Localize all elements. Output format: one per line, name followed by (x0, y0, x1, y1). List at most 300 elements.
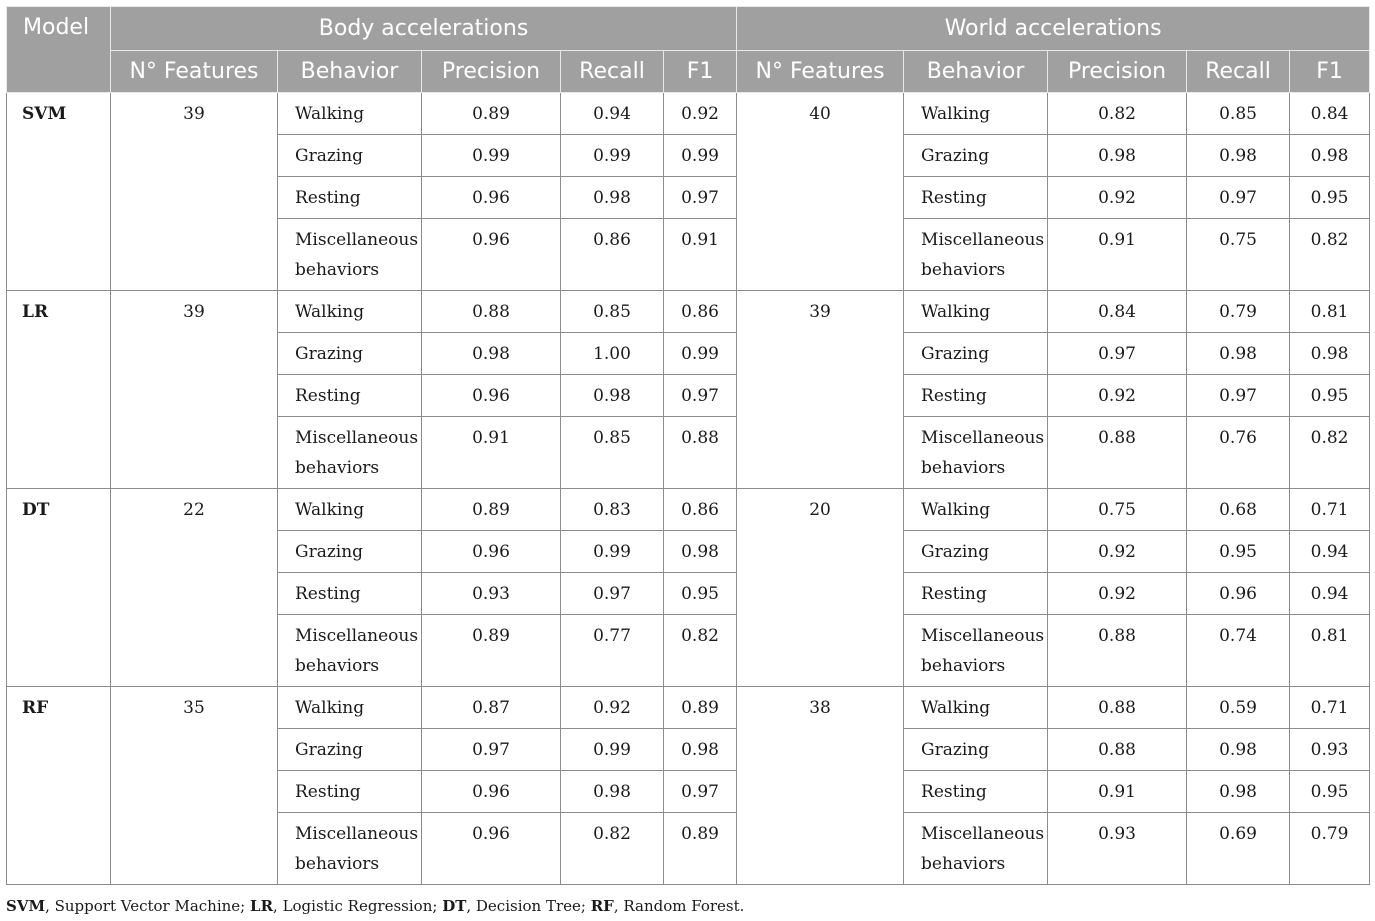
recall-value: 0.97 (1219, 188, 1257, 208)
body-features-value: 35 (183, 698, 205, 718)
header-world-precision: Precision (1048, 51, 1187, 93)
body-precision-cell (422, 375, 561, 417)
world-f1-cell (1290, 417, 1370, 489)
precision-value: 0.97 (472, 740, 510, 760)
precision-value: 0.96 (472, 782, 510, 802)
world-f1-cell (1290, 729, 1370, 771)
precision-value: 0.91 (1098, 782, 1136, 802)
body-behavior-cell (278, 531, 422, 573)
precision-value: 0.96 (472, 230, 510, 250)
footnote-abbr: RF (590, 897, 614, 915)
f1-value: 0.97 (681, 782, 719, 802)
behavior-label: Miscellaneous behaviors (921, 626, 1045, 676)
world-behavior-cell (904, 333, 1048, 375)
world-f1-cell (1290, 177, 1370, 219)
recall-value: 0.94 (593, 104, 631, 124)
precision-value: 0.88 (1098, 740, 1136, 760)
body-recall-cell (561, 93, 664, 135)
body-f1-cell (664, 573, 737, 615)
world-behavior-cell (904, 771, 1048, 813)
results-table (6, 6, 1370, 885)
body-behavior-cell (278, 93, 422, 135)
world-f1-cell (1290, 93, 1370, 135)
body-behavior-cell (278, 219, 422, 291)
body-precision-cell (422, 813, 561, 885)
recall-value: 0.75 (1219, 230, 1257, 250)
header-model: Model (7, 7, 111, 93)
f1-value: 0.92 (681, 104, 719, 124)
model-cell (7, 489, 111, 687)
world-recall-cell (1187, 177, 1290, 219)
recall-value: 0.82 (593, 824, 631, 844)
precision-value: 0.82 (1098, 104, 1136, 124)
table-row (7, 489, 1370, 531)
recall-value: 0.98 (1219, 740, 1257, 760)
precision-value: 0.96 (472, 824, 510, 844)
model-cell (7, 291, 111, 489)
world-recall-cell (1187, 573, 1290, 615)
behavior-label: Miscellaneous behaviors (921, 428, 1045, 478)
body-behavior-cell (278, 291, 422, 333)
precision-value: 0.91 (472, 428, 510, 448)
recall-value: 0.98 (1219, 344, 1257, 364)
world-precision-cell (1048, 489, 1187, 531)
precision-value: 0.91 (1098, 230, 1136, 250)
world-f1-cell (1290, 375, 1370, 417)
behavior-label: Resting (295, 386, 361, 406)
precision-value: 0.92 (1098, 188, 1136, 208)
recall-value: 0.83 (593, 500, 631, 520)
precision-value: 0.89 (472, 626, 510, 646)
header-body-recall: Recall (561, 51, 664, 93)
world-precision-cell (1048, 771, 1187, 813)
recall-value: 0.76 (1219, 428, 1257, 448)
body-behavior-cell (278, 375, 422, 417)
model-name: SVM (22, 104, 67, 124)
world-precision-cell (1048, 615, 1187, 687)
world-precision-cell (1048, 813, 1187, 885)
behavior-label: Miscellaneous behaviors (921, 824, 1045, 874)
f1-value: 0.95 (1310, 782, 1349, 802)
recall-value: 0.68 (1219, 500, 1257, 520)
recall-value: 0.98 (1219, 146, 1257, 166)
recall-value: 0.86 (593, 230, 631, 250)
f1-value: 0.82 (681, 626, 719, 646)
body-recall-cell (561, 135, 664, 177)
f1-value: 0.94 (1310, 542, 1349, 562)
footnote-abbr: LR (250, 897, 274, 915)
body-precision-cell (422, 417, 561, 489)
world-behavior-cell (904, 219, 1048, 291)
world-behavior-cell (904, 531, 1048, 573)
world-precision-cell (1048, 291, 1187, 333)
f1-value: 0.98 (1310, 344, 1349, 364)
header-world-f1: F1 (1290, 51, 1370, 93)
body-recall-cell (561, 615, 664, 687)
body-recall-cell (561, 531, 664, 573)
table-row (7, 93, 1370, 135)
world-f1-cell (1290, 573, 1370, 615)
body-precision-cell (422, 333, 561, 375)
behavior-label: Grazing (295, 146, 364, 166)
body-f1-cell (664, 291, 737, 333)
behavior-label: Miscellaneous behaviors (295, 428, 419, 478)
model-cell (7, 93, 111, 291)
world-behavior-cell (904, 93, 1048, 135)
body-features-value: 39 (183, 302, 205, 322)
world-features-cell (737, 489, 904, 687)
body-precision-cell (422, 771, 561, 813)
world-recall-cell (1187, 687, 1290, 729)
header-world-behavior: Behavior (904, 51, 1048, 93)
body-recall-cell (561, 573, 664, 615)
body-behavior-cell (278, 771, 422, 813)
behavior-label: Resting (295, 188, 361, 208)
behavior-label: Resting (921, 782, 987, 802)
world-f1-cell (1290, 771, 1370, 813)
f1-value: 0.98 (681, 542, 719, 562)
world-recall-cell (1187, 417, 1290, 489)
recall-value: 0.99 (593, 542, 631, 562)
world-precision-cell (1048, 375, 1187, 417)
body-precision-cell (422, 177, 561, 219)
world-f1-cell (1290, 291, 1370, 333)
f1-value: 0.89 (681, 698, 719, 718)
behavior-label: Grazing (921, 146, 990, 166)
behavior-label: Grazing (921, 740, 990, 760)
body-f1-cell (664, 333, 737, 375)
f1-value: 0.86 (681, 302, 719, 322)
world-precision-cell (1048, 531, 1187, 573)
body-behavior-cell (278, 573, 422, 615)
body-f1-cell (664, 489, 737, 531)
body-features-value: 39 (183, 104, 205, 124)
table-row (7, 291, 1370, 333)
f1-value: 0.97 (681, 386, 719, 406)
f1-value: 0.99 (681, 146, 719, 166)
behavior-label: Grazing (295, 740, 364, 760)
precision-value: 0.84 (1098, 302, 1136, 322)
table-header (7, 7, 1370, 93)
body-f1-cell (664, 531, 737, 573)
body-precision-cell (422, 219, 561, 291)
behavior-label: Walking (921, 104, 991, 124)
behavior-label: Walking (295, 698, 365, 718)
world-recall-cell (1187, 291, 1290, 333)
body-f1-cell (664, 729, 737, 771)
header-body-f1: F1 (664, 51, 737, 93)
body-behavior-cell (278, 615, 422, 687)
body-recall-cell (561, 687, 664, 729)
behavior-label: Resting (295, 584, 361, 604)
header-world-features: N° Features (737, 51, 904, 93)
body-precision-cell (422, 93, 561, 135)
world-recall-cell (1187, 813, 1290, 885)
body-behavior-cell (278, 687, 422, 729)
precision-value: 0.88 (1098, 428, 1136, 448)
table-body (7, 93, 1370, 885)
precision-value: 0.96 (472, 542, 510, 562)
recall-value: 0.98 (593, 386, 631, 406)
behavior-label: Walking (295, 302, 365, 322)
world-behavior-cell (904, 291, 1048, 333)
body-f1-cell (664, 417, 737, 489)
world-behavior-cell (904, 729, 1048, 771)
table-row (7, 687, 1370, 729)
world-precision-cell (1048, 687, 1187, 729)
world-recall-cell (1187, 93, 1290, 135)
footnote-abbr: DT (442, 897, 467, 915)
recall-value: 0.96 (1219, 584, 1257, 604)
body-f1-cell (664, 135, 737, 177)
model-name: DT (22, 500, 50, 520)
body-behavior-cell (278, 729, 422, 771)
precision-value: 0.92 (1098, 386, 1136, 406)
header-world-accelerations: World accelerations (737, 7, 1370, 51)
body-f1-cell (664, 615, 737, 687)
footnote-text: , Decision Tree; (466, 897, 591, 915)
world-precision-cell (1048, 573, 1187, 615)
world-recall-cell (1187, 333, 1290, 375)
recall-value: 0.98 (593, 782, 631, 802)
world-behavior-cell (904, 813, 1048, 885)
body-behavior-cell (278, 417, 422, 489)
behavior-label: Grazing (921, 344, 990, 364)
recall-value: 0.95 (1219, 542, 1257, 562)
precision-value: 0.89 (472, 500, 510, 520)
world-recall-cell (1187, 771, 1290, 813)
world-recall-cell (1187, 729, 1290, 771)
precision-value: 0.96 (472, 386, 510, 406)
recall-value: 0.74 (1219, 626, 1257, 646)
world-f1-cell (1290, 489, 1370, 531)
footnote-text: , Random Forest. (613, 897, 745, 915)
world-behavior-cell (904, 375, 1048, 417)
world-f1-cell (1290, 219, 1370, 291)
model-name: LR (22, 302, 49, 322)
body-features-value: 22 (183, 500, 205, 520)
world-precision-cell (1048, 729, 1187, 771)
body-features-cell (111, 291, 278, 489)
world-f1-cell (1290, 615, 1370, 687)
behavior-label: Grazing (921, 542, 990, 562)
behavior-label: Walking (921, 500, 991, 520)
f1-value: 0.82 (1310, 428, 1349, 448)
body-features-cell (111, 489, 278, 687)
f1-value: 0.79 (1310, 824, 1349, 844)
f1-value: 0.95 (1310, 188, 1349, 208)
precision-value: 0.96 (472, 188, 510, 208)
recall-value: 0.85 (593, 302, 631, 322)
world-f1-cell (1290, 813, 1370, 885)
world-features-value: 40 (809, 104, 831, 124)
body-behavior-cell (278, 177, 422, 219)
recall-value: 0.99 (593, 146, 631, 166)
world-recall-cell (1187, 489, 1290, 531)
f1-value: 0.88 (681, 428, 719, 448)
body-f1-cell (664, 219, 737, 291)
behavior-label: Miscellaneous behaviors (921, 230, 1045, 280)
f1-value: 0.89 (681, 824, 719, 844)
body-recall-cell (561, 813, 664, 885)
world-features-value: 39 (809, 302, 831, 322)
precision-value: 0.93 (472, 584, 510, 604)
precision-value: 0.98 (472, 344, 510, 364)
precision-value: 0.88 (1098, 626, 1136, 646)
f1-value: 0.99 (681, 344, 719, 364)
body-recall-cell (561, 177, 664, 219)
recall-value: 0.59 (1219, 698, 1257, 718)
behavior-label: Walking (295, 500, 365, 520)
behavior-label: Grazing (295, 542, 364, 562)
world-recall-cell (1187, 219, 1290, 291)
behavior-label: Resting (921, 188, 987, 208)
world-behavior-cell (904, 573, 1048, 615)
body-precision-cell (422, 135, 561, 177)
recall-value: 0.98 (593, 188, 631, 208)
model-name: RF (22, 698, 49, 718)
behavior-label: Walking (295, 104, 365, 124)
recall-value: 0.97 (593, 584, 631, 604)
world-features-cell (737, 291, 904, 489)
precision-value: 0.99 (472, 146, 510, 166)
body-recall-cell (561, 219, 664, 291)
body-recall-cell (561, 291, 664, 333)
world-precision-cell (1048, 219, 1187, 291)
recall-value: 0.98 (1219, 782, 1257, 802)
recall-value: 0.77 (593, 626, 631, 646)
body-recall-cell (561, 489, 664, 531)
f1-value: 0.97 (681, 188, 719, 208)
body-f1-cell (664, 375, 737, 417)
behavior-label: Resting (921, 584, 987, 604)
recall-value: 0.92 (593, 698, 631, 718)
header-body-features: N° Features (111, 51, 278, 93)
world-f1-cell (1290, 135, 1370, 177)
body-behavior-cell (278, 813, 422, 885)
behavior-label: Miscellaneous behaviors (295, 626, 419, 676)
precision-value: 0.98 (1098, 146, 1136, 166)
precision-value: 0.97 (1098, 344, 1136, 364)
recall-value: 0.97 (1219, 386, 1257, 406)
body-precision-cell (422, 531, 561, 573)
precision-value: 0.87 (472, 698, 510, 718)
world-behavior-cell (904, 687, 1048, 729)
recall-value: 0.85 (593, 428, 631, 448)
recall-value: 0.79 (1219, 302, 1257, 322)
world-recall-cell (1187, 135, 1290, 177)
behavior-label: Resting (295, 782, 361, 802)
f1-value: 0.71 (1310, 698, 1349, 718)
precision-value: 0.75 (1098, 500, 1136, 520)
body-behavior-cell (278, 489, 422, 531)
world-precision-cell (1048, 417, 1187, 489)
world-recall-cell (1187, 375, 1290, 417)
f1-value: 0.86 (681, 500, 719, 520)
f1-value: 0.81 (1310, 626, 1349, 646)
body-f1-cell (664, 771, 737, 813)
recall-value: 0.69 (1219, 824, 1257, 844)
body-f1-cell (664, 813, 737, 885)
f1-value: 0.98 (681, 740, 719, 760)
behavior-label: Walking (921, 302, 991, 322)
model-cell (7, 687, 111, 885)
f1-value: 0.95 (681, 584, 719, 604)
f1-value: 0.81 (1310, 302, 1349, 322)
behavior-label: Resting (921, 386, 987, 406)
world-behavior-cell (904, 135, 1048, 177)
recall-value: 0.99 (593, 740, 631, 760)
precision-value: 0.88 (1098, 698, 1136, 718)
footnote-abbr: SVM (6, 897, 46, 915)
footnote-text: , Logistic Regression; (273, 897, 443, 915)
world-features-value: 38 (809, 698, 831, 718)
footnote-text: , Support Vector Machine; (45, 897, 251, 915)
f1-value: 0.91 (681, 230, 719, 250)
world-recall-cell (1187, 615, 1290, 687)
body-recall-cell (561, 729, 664, 771)
body-precision-cell (422, 291, 561, 333)
f1-value: 0.82 (1310, 230, 1349, 250)
body-recall-cell (561, 375, 664, 417)
precision-value: 0.92 (1098, 584, 1136, 604)
header-body-precision: Precision (422, 51, 561, 93)
behavior-label: Miscellaneous behaviors (295, 824, 419, 874)
precision-value: 0.88 (472, 302, 510, 322)
body-precision-cell (422, 573, 561, 615)
recall-value: 1.00 (593, 344, 631, 364)
body-behavior-cell (278, 333, 422, 375)
world-f1-cell (1290, 687, 1370, 729)
header-row-columns (7, 51, 1370, 93)
body-f1-cell (664, 687, 737, 729)
world-precision-cell (1048, 333, 1187, 375)
world-precision-cell (1048, 135, 1187, 177)
body-recall-cell (561, 333, 664, 375)
world-behavior-cell (904, 417, 1048, 489)
recall-value: 0.85 (1219, 104, 1257, 124)
body-precision-cell (422, 729, 561, 771)
body-recall-cell (561, 771, 664, 813)
f1-value: 0.93 (1310, 740, 1349, 760)
behavior-label: Walking (921, 698, 991, 718)
body-precision-cell (422, 489, 561, 531)
body-features-cell (111, 93, 278, 291)
f1-value: 0.95 (1310, 386, 1349, 406)
world-recall-cell (1187, 531, 1290, 573)
precision-value: 0.93 (1098, 824, 1136, 844)
behavior-label: Miscellaneous behaviors (295, 230, 419, 280)
world-features-cell (737, 93, 904, 291)
world-precision-cell (1048, 177, 1187, 219)
table-footnote (6, 897, 744, 915)
world-features-value: 20 (809, 500, 831, 520)
world-f1-cell (1290, 333, 1370, 375)
f1-value: 0.94 (1310, 584, 1349, 604)
f1-value: 0.84 (1310, 104, 1349, 124)
body-f1-cell (664, 93, 737, 135)
world-behavior-cell (904, 489, 1048, 531)
header-row-groups (7, 7, 1370, 51)
body-precision-cell (422, 687, 561, 729)
f1-value: 0.98 (1310, 146, 1349, 166)
precision-value: 0.92 (1098, 542, 1136, 562)
body-f1-cell (664, 177, 737, 219)
body-behavior-cell (278, 135, 422, 177)
body-precision-cell (422, 615, 561, 687)
world-precision-cell (1048, 93, 1187, 135)
body-recall-cell (561, 417, 664, 489)
